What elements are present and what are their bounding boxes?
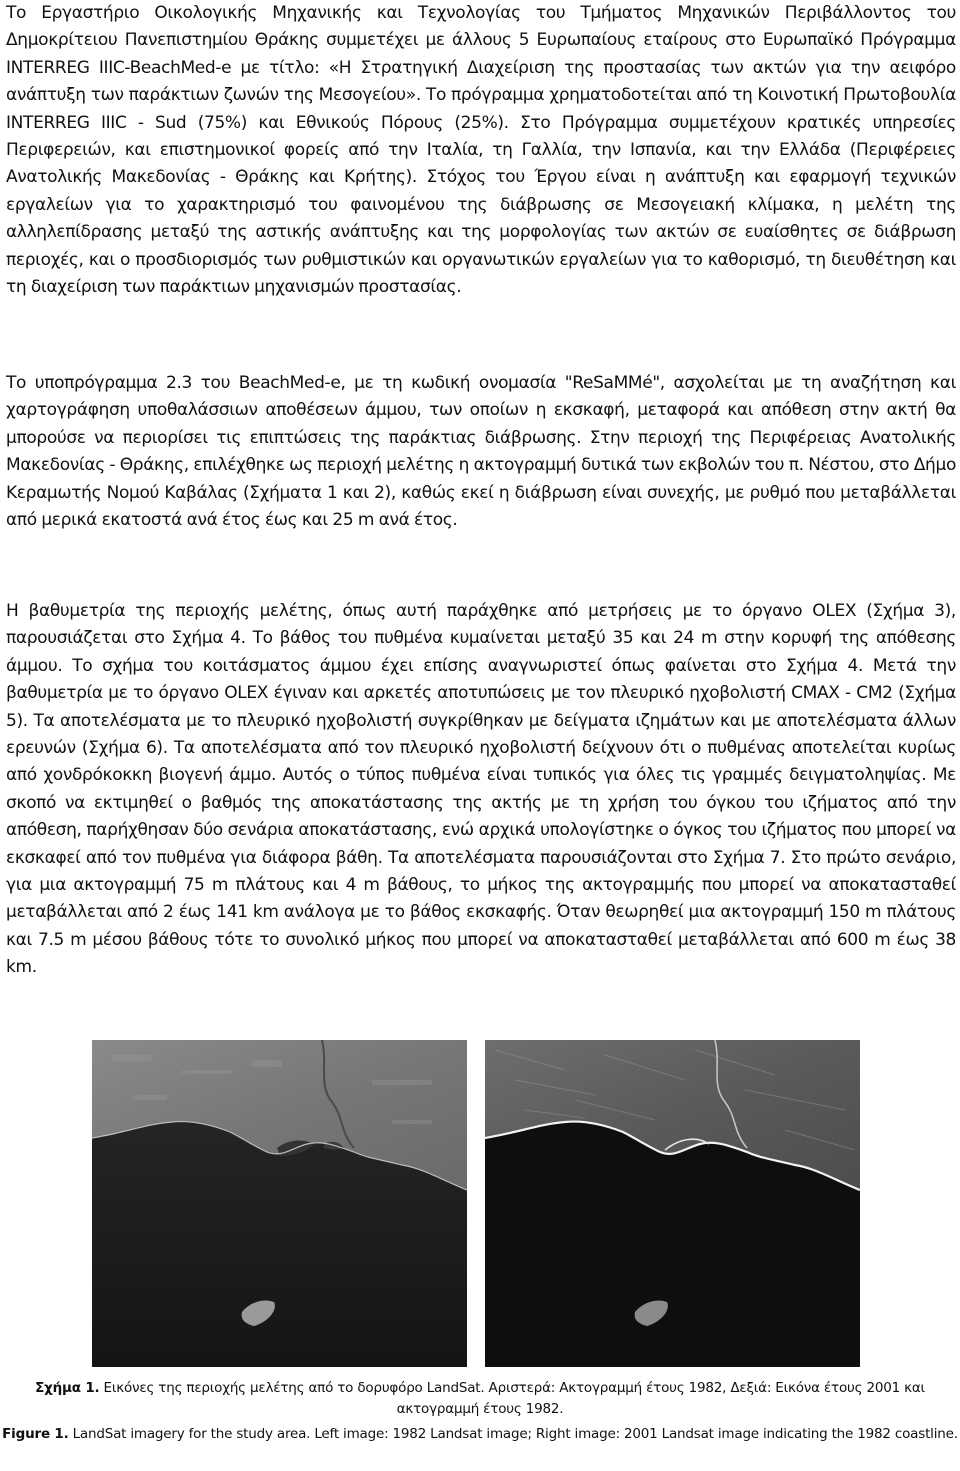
paragraph-bathymetry: Η βαθυμετρία της περιοχής μελέτης, όπως αυτή παράχθηκε από μετρήσεις με το όργανο OLEX (Σχήμα 3), παρουσιάζεται στο Σχήμα 4. Το βάθος του πυθμένα κυμαίνεται μεταξύ 35 και 24 m στην κορυφή της απόθεσης άμμου. Το σχήμα του κοιτάσματος άμμου έχει επίσης αναγνωριστεί όπως φαίνεται στο Σχήμα 4. Μετά την βαθυμετρία με το όργανο OLEX έγιναν και αρκετές αποτυπώσεις με τον πλευρικό ηχοβολιστή CMAX - CM2 (Σχήμα 5). Τα αποτελέσματα με το πλευρικό ηχοβολιστή συγκρίθηκαν με δείγματα ιζημάτων και με αποτελέσματα άλλων ερευνών (Σχήμα 6). Τα αποτελέσματα από τον πλευρικό ηχοβολιστή δείχνουν ότι ο πυθμένας αποτελείται κυρίως από χονδρόκοκκη βιογενή άμμο. Αυτός ο τύπος πυθμένα είναι τυπικός για όλες τις γραμμές δειγματοληψίας. Με σκοπό να εκτιμηθεί ο βαθμός της αποκατάστασης της ακτής με τη χρήση του όγκου του ιζήματος από την απόθεση, παρήχθησαν δύο σενάρια αποκατάστασης, ενώ αρχικά υπολογίστηκε ο όγκος του ιζήματος που μπορεί να εκσκαφεί από τον πυθμένα για διάφορα βάθη. Τα αποτελέσματα παρουσιάζονται στο Σχήμα 7. Στο πρώτο σενάριο, για μια ακτογραμμή 75 m πλάτους και 4 m βάθους, το μήκος της ακτογραμμής που μπορεί να αποκατασταθεί μεταβάλλεται από 2 έως 141 km ανάλογα με το βάθος εκσκαφής. Όταν θεωρηθεί μια ακτογραμμή 150 m πλάτους και 7.5 m μέσου βάθους τότε το συνολικό μήκος που μπορεί να αποκατασταθεί μεταβάλλεται από 600 m έως 38 km. bbox=[6, 601, 956, 978]
caption-text-greek: Εικόνες της περιοχής μελέτης από το δορυφόρο LandSat. Αριστερά: Ακτογραμμή έτους 1982, Δεξιά: Εικόνα έτους 2001 και ακτογραμμή έτους 1982. bbox=[99, 1380, 925, 1417]
caption-text-english: LandSat imagery for the study area. Left image: 1982 Landsat image; Right image: 2001 Landsat image indicating the 1982 coastline. bbox=[68, 1426, 958, 1442]
paragraph-subprogram: Το υποπρόγραμμα 2.3 του BeachMed-e, με τη κωδική ονομασία "ReSaMMé", ασχολείται με τη αναζήτηση και χαρτογράφηση υποθαλάσσιων αποθέσεων άμμου, των οποίων η εκσκαφή, μεταφορά και απόθεση στην ακτή θα μπορούσε να περιορίσει τις επιπτώσεις της παράκτιας διάβρωσης. Στην περιοχή της Περιφέρειας Ανατολικής Μακεδονίας - Θράκης, επιλέχθηκε ως περιοχή μελέτης η ακτογραμμή δυτικά των εκβολών του π. Νέστου, στο Δήμο Κεραμωτής Νομού Καβάλας (Σχήματα 1 και 2), καθώς εκεί η διάβρωση είναι συνεχής, με ρυθμό που μεταβάλλεται από μερικά εκατοστά ανά έτος έως και 25 m ανά έτος. bbox=[6, 373, 956, 531]
caption-label-greek: Σχήμα 1. bbox=[35, 1380, 100, 1396]
figure-1 bbox=[92, 1040, 860, 1367]
figure-caption-greek bbox=[0, 1378, 960, 1420]
caption-label-english: Figure 1. bbox=[2, 1426, 69, 1442]
paragraph-intro: Το Εργαστήριο Οικολογικής Μηχανικής και Τεχνολογίας του Τμήματος Μηχανικών Περιβάλλοντος του Δημοκρίτειου Πανεπιστημίου Θράκης συμμετέχει με άλλους 5 Ευρωπαίους εταίρους στο Ευρωπαϊκό Πρόγραμμα INTERREG IIIC-BeachMed-e με τίτλο: «Η Στρατηγική Διαχείριση της προστασίας των ακτών για την αειφόρο ανάπτυξη των παράκτιων ζωνών της Μεσογείου». Το πρόγραμμα χρηματοδοτείται από τη Κοινοτική Πρωτοβουλία INTERREG IIIC - Sud (75%) και Εθνικούς Πόρους (25%). Στο Πρόγραμμα συμμετέχουν κρατικές υπηρεσίες Περιφερειών, και επιστημονικοί φορείς από την Ιταλία, τη Γαλλία, την Ισπανία, και την Ελλάδα (Περιφέρειες Ανατολικής Μακεδονίας - Θράκης και Κρήτης). Στόχος του Έργου είναι η ανάπτυξη και εφαρμογή τεχνικών εργαλείων για το χαρακτηρισμό του φαινομένου της διάβρωσης σε Μεσογειακή κλίμακα, η μελέτη της αλληλεπίδρασης μεταξύ της αστικής ανάπτυξης και της μορφολογίας των ακτών σε ευαίσθητες σε διάβρωση περιοχές, και ο προσδιορισμός των ρυθμιστικών και οργανωτικών εργαλείων για το καθορισμό, τη διευθέτηση και τη διαχείριση των παράκτιων μηχανισμών προστασίας. bbox=[6, 3, 956, 298]
satellite-image-2001 bbox=[485, 1040, 860, 1367]
figure-caption-english bbox=[0, 1424, 960, 1445]
satellite-image-1982 bbox=[92, 1040, 467, 1367]
